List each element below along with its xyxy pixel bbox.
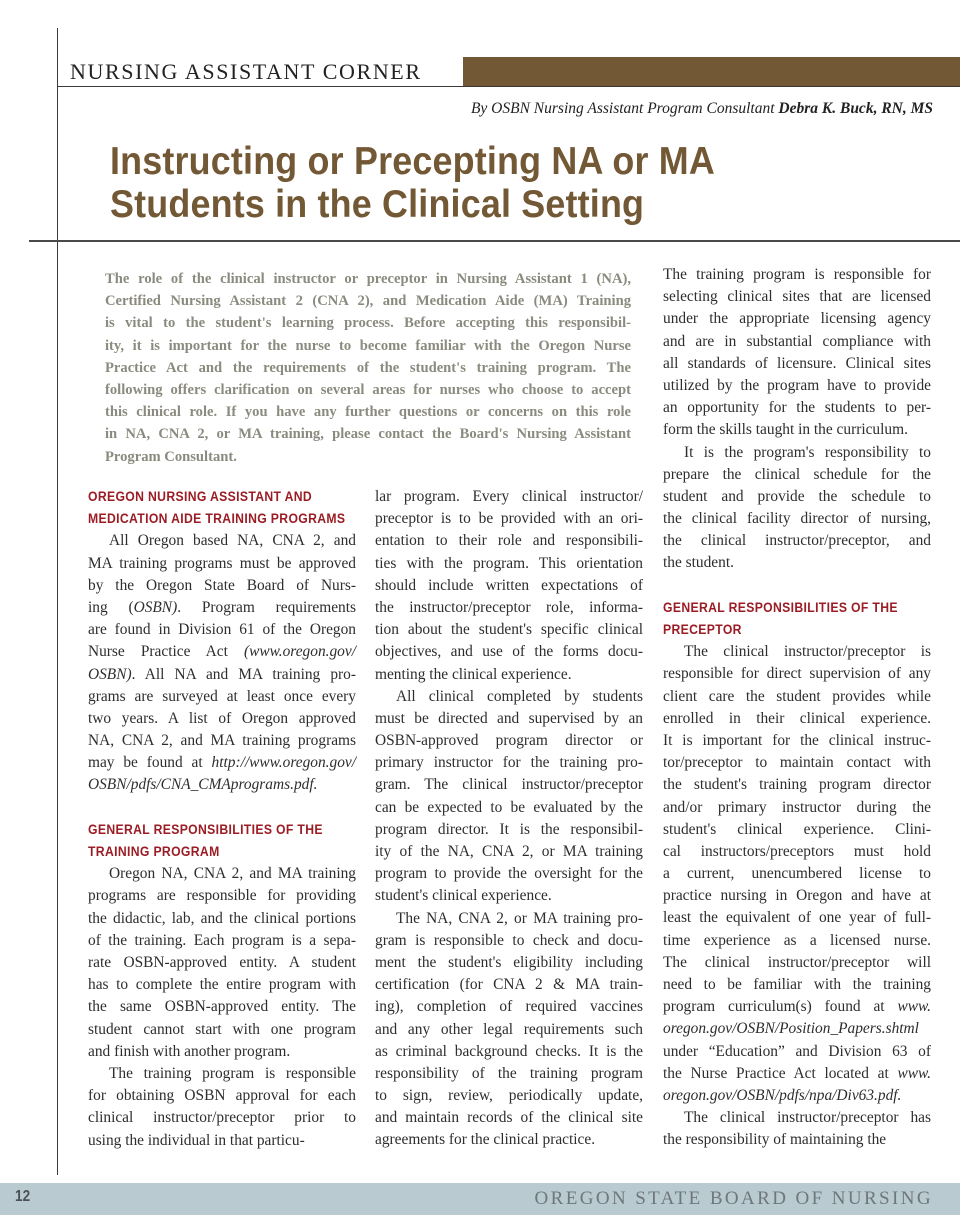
text-line: The NA, CNA 2, or MA training pro- [396,909,643,927]
text-line: an opportunity for the students to per- [663,399,931,417]
section-heading [88,819,323,863]
text-line: under “Education” and Division 63 of [663,1042,931,1060]
heading-line: PRECEPTOR [663,622,742,639]
text-line: student's clinical experience. Clini- [663,820,931,838]
text-line: entation to their role and responsibili- [375,532,643,550]
text-line: the Nurse Practice Act located at www. [663,1064,931,1082]
paragraph [663,641,931,1107]
text-line: of the training. Each program is a sepa- [88,931,356,949]
text-line: may be found at http://www.oregon.gov/ [88,754,356,772]
text-line: NA, CNA 2, and MA training programs [88,732,356,750]
text-line: all standards of licensure. Clinical sites [663,354,931,372]
byline-prefix: By OSBN Nursing Assistant Program Consultant [470,100,779,117]
text-line: utilized by the program have to provide [663,376,931,394]
text-line: The clinical instructor/preceptor is [684,643,931,661]
text-line: and are in substantial compliance with [663,332,931,350]
heading-line: MEDICATION AIDE TRAINING PROGRAMS [88,511,346,528]
text-line: The training program is responsible [109,1064,356,1082]
text-line: OSBN). All NA and MA training pro- [88,665,356,683]
header-rule [57,86,960,87]
title-line: Students in the Clinical Setting [110,183,645,226]
text-line: a current, unencumbered license to [663,865,931,883]
text-line: programs are responsible for providing [88,887,356,905]
paragraph [88,530,356,796]
heading-line: TRAINING PROGRAM [88,844,220,861]
column-1 [88,486,356,1152]
text-line: is vital to the student's learning process. Before accepting this responsibil- [105,315,631,332]
text-line: for obtaining OSBN approval for each [88,1087,356,1105]
text-line: oregon.gov/OSBN/Position_Papers.shtml [663,1020,919,1038]
text-line: in NA, CNA 2, or MA training, please contact the Board's Nursing Assistant [105,426,631,443]
text-line: can be expected to be evaluated by the [375,798,643,816]
text-line: must be directed and supervised by an [375,709,643,727]
text-line: ment the student's eligibility including [375,953,643,971]
text-line: the clinical instructor/preceptor, and [663,532,931,550]
text-line: the responsibility of maintaining the [663,1131,887,1149]
text-line: program to provide the oversight for the [375,865,643,883]
text-line: and any other legal requirements such [375,1020,643,1038]
text-line: ing (OSBN). Program requirements [88,598,356,616]
text-line: responsibility of the training program [375,1064,643,1082]
text-line: gram is responsible to check and docu- [375,931,643,949]
column-2 [375,486,643,1152]
title-rule [29,240,960,242]
text-line: It is important for the clinical instruc- [663,731,931,749]
text-line: preceptor is to be provided with an ori- [375,510,643,528]
text-line: grams are surveyed at least once every [88,687,356,705]
text-line: selecting clinical sites that are licensed [663,288,931,306]
text-line: student's clinical experience. [375,887,552,905]
heading-line: GENERAL RESPONSIBILITIES OF THE [88,821,323,838]
text-line: and/or primary instructor during the [663,798,931,816]
paragraph [88,863,356,1063]
text-line: least the equivalent of one year of full- [663,909,931,927]
text-line: The role of the clinical instructor or preceptor in Nursing Assistant 1 (NA), [105,271,631,287]
left-vertical-rule [57,28,58,1175]
text-line: gram. The clinical instructor/preceptor [375,776,643,794]
text-line: form the skills taught in the curriculum. [663,421,908,439]
text-line: The training program is responsible for [663,266,931,283]
paragraph [663,1107,931,1151]
section-heading [88,486,346,530]
text-line: MA training programs must be approved [88,554,356,572]
text-line: objectives, and use of the forms docu- [375,643,643,661]
article-title [110,140,715,226]
paragraph [375,486,643,686]
text-line: program curriculum(s) found at www. [663,998,931,1016]
text-line: ity, it is important for the nurse to become familiar with the Oregon Nurse [105,337,631,354]
text-line: Certified Nursing Assistant 2 (CNA 2), and Medication Aide (MA) Training [105,293,631,310]
intro-paragraph [105,268,631,468]
spacer [663,575,931,597]
text-line: as criminal background checks. It is the [375,1042,643,1060]
text-line: menting the clinical experience. [375,665,572,683]
text-line: the clinical facility director of nursing, [663,510,931,528]
paragraph [88,1063,356,1152]
text-line: need to be familiar with the training [663,976,931,994]
text-line: by the Oregon State Board of Nurs- [88,576,356,594]
text-line: ties with the program. This orientation [375,554,643,572]
text-line: time experience as a licensed nurse. [663,931,931,949]
paragraph [663,442,931,575]
footer-organization: OREGON STATE BOARD OF NURSING [534,1188,933,1209]
text-line: two years. A list of Oregon approved [88,709,356,727]
text-line: and finish with another program. [88,1042,291,1060]
title-line: Instructing or Precepting NA or MA [110,140,715,183]
text-line: cal instructors/preceptors must hold [663,842,931,860]
text-line: tion about the student's specific clinical [375,621,643,639]
text-line: client care the student provides while [663,687,931,705]
text-line: The clinical instructor/preceptor has [684,1109,931,1127]
text-line: Nurse Practice Act (www.oregon.gov/ [88,643,356,661]
text-line: and maintain records of the clinical site [375,1109,643,1127]
text-line: the student. [663,554,734,572]
paragraph [375,686,643,908]
text-line: lar program. Every clinical instructor/ [375,488,643,505]
heading-line: GENERAL RESPONSIBILITIES OF THE [663,599,898,616]
text-line: rate OSBN-approved entity. A student [88,954,356,971]
text-line: the same OSBN-approved entity. The [88,998,356,1016]
text-line: using the individual in that particu- [88,1131,305,1149]
text-line: enrolled in their clinical experience. [663,709,931,727]
brand-color-band [463,57,960,86]
paragraph [375,908,643,1152]
byline [471,100,933,118]
text-line: All clinical completed by students [396,687,643,705]
text-line: the instructor/preceptor role, informa- [375,598,643,616]
section-heading [663,597,898,641]
section-label: NURSING ASSISTANT CORNER [70,59,422,84]
text-line: to sign, review, periodically update, [375,1087,643,1105]
paragraph [663,264,931,442]
heading-line: OREGON NURSING ASSISTANT AND [88,489,313,505]
text-line: tor/preceptor to maintain contact with [663,754,931,772]
text-line: oregon.gov/OSBN/pdfs/npa/Div63.pdf. [663,1086,902,1104]
text-line: program director. It is the responsibil- [375,820,643,838]
text-line: OSBN/pdfs/CNA_CMAprograms.pdf. [88,776,318,794]
text-line: All Oregon based NA, CNA 2, and [109,532,356,550]
text-line: Program Consultant. [105,448,237,465]
text-line: prepare the clinical schedule for the [663,465,931,483]
text-line: under the appropriate licensing agency [663,310,931,328]
spacer [88,797,356,819]
text-line: agreements for the clinical practice. [375,1131,596,1149]
text-line: this clinical role. If you have any further questions or concerns on this role [105,404,631,421]
page-footer [0,1183,960,1215]
text-line: certification (for CNA 2 & MA train- [375,976,643,994]
text-line: practice nursing in Oregon and have at [663,887,931,905]
text-line: primary instructor for the training pro- [375,754,643,772]
text-line: The clinical instructor/preceptor will [663,953,931,971]
text-line: has to complete the entire program with [88,976,356,994]
text-line: the student's training program director [663,776,931,794]
text-line: Practice Act and the requirements of the student's training program. The [105,359,631,376]
text-line: clinical instructor/preceptor prior to [88,1109,356,1127]
page-number: 12 [15,1188,31,1205]
text-line: It is the program's responsibility to [684,443,931,461]
text-line: Oregon NA, CNA 2, and MA training [109,865,356,883]
text-line: should include written expectations of [375,576,643,594]
text-line: student and provide the schedule to [663,487,931,505]
byline-author: Debra K. Buck, RN, MS [778,100,933,117]
text-line: OSBN-approved program director or [375,732,643,750]
text-line: the didactic, lab, and the clinical portions [88,909,356,927]
text-line: responsible for direct supervision of any [663,665,931,683]
text-line: ing), completion of required vaccines [375,998,643,1016]
text-line: student cannot start with one program [88,1020,356,1038]
text-line: ity of the NA, CNA 2, or MA training [375,843,643,860]
column-3 [663,264,931,1152]
text-line: following offers clarification on several areas for nurses who choose to accept [105,381,631,398]
text-line: are found in Division 61 of the Oregon [88,621,356,639]
